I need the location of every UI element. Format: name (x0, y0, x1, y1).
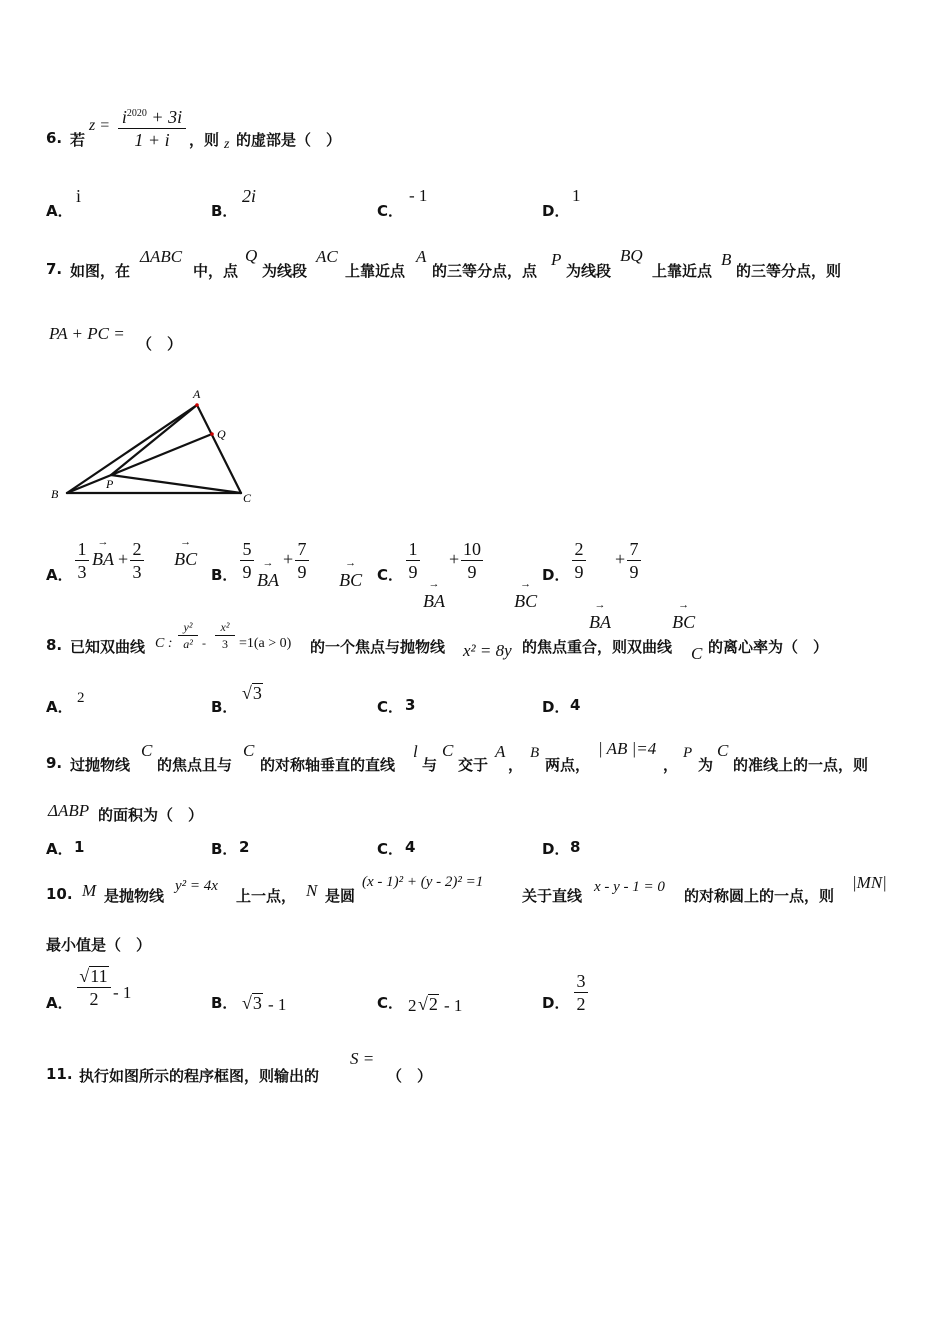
q8-option-c-label: C． (377, 698, 404, 716)
q7-option-b-frac2 (295, 539, 309, 582)
q9-P: P (683, 745, 693, 761)
q9-number: 9. (46, 754, 63, 772)
q7-option-c-vec1: → BA (423, 591, 445, 612)
q8-minus: - (202, 636, 206, 650)
q10-text-6: 最小值是（ ） (46, 936, 152, 954)
q10-option-c-rest: - 1 (444, 996, 463, 1015)
q9-option-b-label: B． (211, 840, 238, 858)
q7-text-4: 上靠近点 (345, 262, 406, 280)
q8-option-d-value: 4 (570, 696, 581, 714)
q8-frac2-den: 3 (222, 637, 228, 651)
q7-option-b-vec1: → BA (257, 570, 279, 591)
q7-text-3: 为线段 (262, 262, 308, 280)
q10-option-d-label: D． (542, 994, 570, 1012)
q9-B: B (530, 745, 540, 761)
q11-number: 11. (46, 1065, 73, 1083)
q9-C3: C (442, 741, 454, 760)
q9-option-a-label: A． (46, 840, 73, 858)
q8-rhs: =1(a > 0) (239, 636, 292, 651)
q8-text-1: 已知双曲线 (70, 638, 146, 656)
q10-option-a-radicand: 11 (90, 966, 108, 986)
q7-text-8: 的三等分点，则 (736, 262, 842, 280)
q10-option-c-radicand: 2 (428, 994, 438, 1014)
q7-option-a-frac1-num: 1 (77, 539, 87, 559)
q6-option-b-value: 2i (242, 186, 257, 206)
q7-fig-label-a: A (193, 387, 201, 401)
q10-option-d-num: 3 (576, 971, 586, 991)
q7-option-a-frac2-den: 3 (132, 562, 142, 582)
q10-option-d-den: 2 (576, 994, 586, 1014)
q9-option-a-value: 1 (74, 838, 85, 856)
q6-option-b-label: B． (211, 202, 238, 220)
q10-option-b-radicand: 3 (252, 993, 262, 1013)
q10-number: 10. (46, 885, 73, 903)
q10-option-d-frac (574, 971, 588, 1014)
q9-text-5: 交于 (458, 756, 489, 774)
q9-text-6: 两点， (545, 756, 591, 774)
q6-stem-number: 6. (46, 129, 63, 147)
q7-option-b-frac1 (240, 539, 254, 582)
q7-A: A (416, 247, 427, 266)
q7-option-a-op: + (118, 549, 129, 569)
q6-option-c-label: C． (377, 202, 404, 220)
q7-option-d-frac2-num: 7 (629, 539, 639, 559)
q10-line: x - y - 1 = 0 (594, 879, 665, 895)
q9-ab: | AB |=4 (598, 739, 657, 758)
q10-text-4: 关于直线 (522, 887, 583, 905)
q7-option-a-vec2: → BC (174, 549, 197, 570)
q7-number: 7. (46, 260, 63, 278)
q7-option-c-label: C． (377, 566, 404, 584)
q6-option-d-label: D． (542, 202, 570, 220)
q8-option-d-label: D． (542, 698, 570, 716)
q6-fraction (118, 104, 186, 150)
q10-text-1: 是抛物线 (104, 887, 165, 905)
q11-text-1: 执行如图所示的程序框图，则输出的 (79, 1067, 320, 1085)
q7-option-d-frac1-num: 2 (574, 539, 584, 559)
q7-option-d-frac1 (572, 539, 586, 582)
q8-frac2-num: x² (220, 620, 230, 634)
q7-point-a (195, 403, 199, 407)
q7-text-1: 如图，在 (70, 262, 131, 280)
q10-option-c-coef: 2 (408, 996, 417, 1015)
q8-option-c-value: 3 (405, 696, 416, 714)
q7-option-b-frac2-num: 7 (297, 539, 307, 559)
q6-option-d-value: 1 (572, 186, 581, 205)
q7-B: B (721, 250, 732, 269)
q10-text-3: 是圆 (325, 887, 356, 905)
q7-option-c-op: + (449, 549, 460, 569)
q6-option-a-label: A． (46, 202, 73, 220)
q8-text-2: 的一个焦点与抛物线 (310, 638, 446, 656)
q8-option-b-radicand: 3 (252, 683, 262, 703)
q7-point-q (210, 432, 214, 436)
q9-comma-2: ， (663, 756, 679, 774)
q7-option-d-vec2: → BC (672, 612, 695, 633)
q10-option-c-label: C． (377, 994, 404, 1012)
q7-option-b-frac2-den: 9 (297, 562, 307, 582)
q7-option-b-frac1-den: 9 (242, 562, 252, 582)
q7-option-d-vec1: → BA (589, 612, 611, 633)
q7-option-c-frac1-num: 1 (408, 539, 418, 559)
q7-option-d-frac2-den: 9 (629, 562, 639, 582)
q8-C2: C (691, 644, 703, 663)
q9-option-b-value: 2 (239, 838, 250, 856)
q7-option-d-frac1-den: 9 (574, 562, 584, 582)
q9-option-c-value: 4 (405, 838, 416, 856)
q7-option-b-vec2: → BC (339, 570, 362, 591)
q10-option-a-den: 2 (89, 989, 99, 1009)
q7-option-c-frac2-den: 9 (467, 562, 477, 582)
q6-option-a-value: i (76, 186, 82, 206)
q10-text-5: 的对称圆上的一点，则 (684, 887, 835, 905)
q7-option-a-vec1: → BA (92, 549, 114, 570)
q7-Q: Q (245, 246, 258, 265)
q7-option-c-frac2-num: 10 (463, 539, 481, 559)
q6-z-var: z (224, 137, 230, 152)
q9-text-3: 的对称轴垂直的直线 (260, 756, 396, 774)
q7-expression: PA + PC = (49, 324, 125, 343)
q7-P: P (551, 250, 562, 269)
q7-option-a-frac1-den: 3 (77, 562, 87, 582)
q8-frac1-den: a² (183, 637, 193, 651)
q6-z-lhs: z = (89, 117, 111, 134)
q10-option-b-sqrt: √3 (242, 993, 262, 1013)
q8-frac1-num: y² (183, 620, 193, 634)
q10-option-a-rest: - 1 (113, 983, 132, 1002)
q11-S: S = (350, 1049, 375, 1068)
q7-option-b-label: B． (211, 566, 238, 584)
q10-option-c-sqrt: √2 (418, 994, 438, 1014)
q6-frac-den: 1 + i (134, 130, 170, 150)
q9-text-8: 的准线上的一点，则 (733, 756, 869, 774)
q10-option-a-num: √11 (79, 966, 108, 986)
q9-option-c-label: C． (377, 840, 404, 858)
q8-text-4: 的离心率为（ ） (708, 638, 829, 656)
q9-triangle: ΔABP (48, 801, 90, 820)
q10-option-a-frac (77, 966, 111, 1009)
q7-text-5: 的三等分点，点 (432, 262, 538, 280)
q7-option-d-op: + (615, 549, 626, 569)
q9-A: A (495, 742, 506, 761)
q7-BQ: BQ (620, 246, 643, 265)
q9-l: l (413, 742, 418, 761)
q10-M: M (82, 881, 97, 900)
q9-text-1: 过抛物线 (70, 756, 131, 774)
q6-frac-exp: 2020 (126, 108, 147, 119)
q7-segment-pc (111, 475, 241, 493)
q6-stem-prefix: 若 (70, 131, 86, 149)
q7-triangle: ΔABC (140, 247, 183, 266)
q9-text-7: 为 (698, 756, 714, 774)
q7-option-b-frac1-num: 5 (242, 539, 252, 559)
q8-parabola: x² = 8y (463, 641, 512, 660)
q11-paren: （ ） (387, 1067, 433, 1085)
q6-option-c-value: - 1 (409, 186, 428, 205)
q9-option-d-label: D． (542, 840, 570, 858)
q7-option-a-frac2 (130, 539, 144, 582)
q7-fig-label-c: C (243, 491, 252, 505)
q10-text-2: 上一点， (236, 887, 297, 905)
q10-option-b-rest: - 1 (268, 995, 287, 1014)
q8-frac2 (215, 620, 235, 651)
q7-triangle-figure (45, 382, 265, 507)
q7-text-7: 上靠近点 (652, 262, 713, 280)
q7-option-b-op: + (283, 549, 294, 569)
q7-option-d-label: D． (542, 566, 570, 584)
q7-fig-label-q: Q (217, 427, 226, 441)
q8-number: 8. (46, 636, 63, 654)
q10-parabola: y² = 4x (175, 878, 218, 894)
q7-option-d-frac2 (627, 539, 641, 582)
q9-C2: C (243, 741, 255, 760)
q7-fig-label-b: B (51, 487, 59, 501)
q10-option-b-label: B． (211, 994, 238, 1012)
q9-comma-1: ， (508, 756, 524, 774)
q10-option-a-label: A． (46, 994, 73, 1012)
q9-option-d-value: 8 (570, 838, 581, 856)
q7-segment-pa (111, 405, 197, 475)
q6-frac-num: i (121, 107, 127, 127)
q8-option-b-value: √3 (242, 683, 262, 703)
q7-option-a-frac2-num: 2 (132, 539, 142, 559)
q6-frac-num-rest: + 3i (146, 107, 183, 127)
q7-option-c-frac1-den: 9 (408, 562, 418, 582)
q10-MN: |MN| (852, 873, 887, 892)
q6-mid: ，则 (189, 131, 220, 149)
q7-option-c-vec2: → BC (514, 591, 537, 612)
q9-text-9: 的面积为（ ） (98, 806, 204, 824)
q7-edge-ac (197, 405, 241, 493)
q8-option-b-label: B． (211, 698, 238, 716)
q7-option-a-label: A． (46, 566, 73, 584)
q8-C: C : (155, 636, 173, 651)
q8-option-a-value: 2 (77, 690, 85, 706)
q8-option-a-label: A． (46, 698, 73, 716)
q9-C: C (141, 741, 153, 760)
q6-suffix: 的虚部是（ ） (236, 131, 342, 149)
q10-N: N (306, 881, 318, 900)
q9-text-2: 的焦点且与 (157, 756, 233, 774)
q7-AC: AC (316, 247, 338, 266)
q7-text-2: 中，点 (193, 262, 239, 280)
q7-option-c-frac2 (461, 539, 483, 582)
q7-paren: （ ） (137, 335, 183, 353)
q7-text-6: 为线段 (566, 262, 612, 280)
q9-C4: C (717, 741, 729, 760)
q8-frac1 (178, 620, 198, 651)
q7-option-a-frac1 (75, 539, 89, 582)
q7-option-c-frac1 (406, 539, 420, 582)
q8-text-3: 的焦点重合，则双曲线 (522, 638, 673, 656)
q7-fig-label-p: P (106, 477, 114, 491)
q9-text-4: 与 (422, 756, 438, 774)
q10-circle: (x - 1)² + (y - 2)² =1 (362, 874, 484, 890)
